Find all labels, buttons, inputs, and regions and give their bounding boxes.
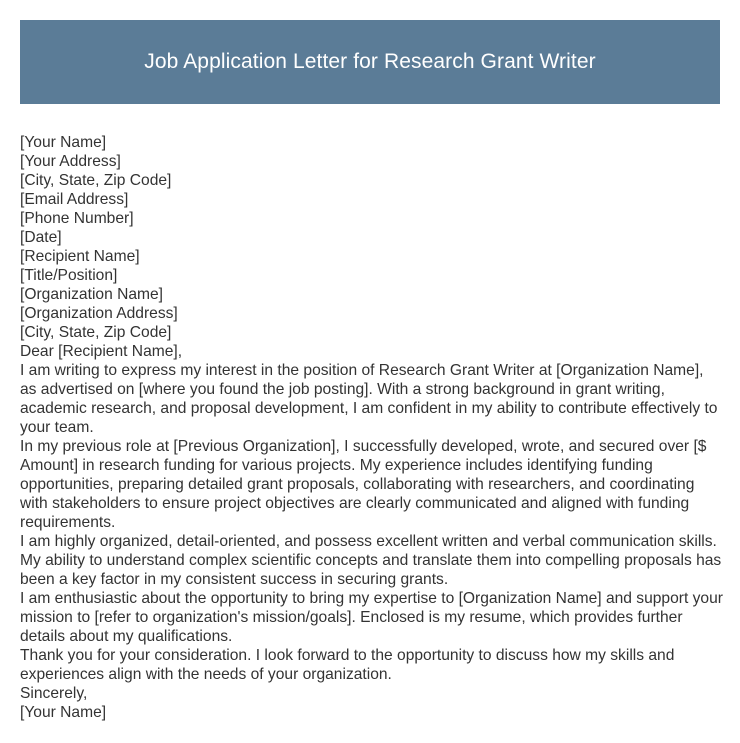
sender-email: [Email Address]: [20, 191, 129, 208]
paragraph-intro: I am writing to express my interest in the position of Research Grant Writer at [Organization Name], as advertised on [where you found the job posting]. With a strong background in grant writing, academic research, and proposal development, I am confident in my ability to contribute effectively to your team.: [20, 362, 718, 436]
paragraph-closing: Thank you for your consideration. I look forward to the opportunity to discuss how my skills and experiences align with the needs of your organization.: [20, 647, 675, 683]
organization-address: [Organization Address]: [20, 305, 178, 322]
sender-name: [Your Name]: [20, 134, 107, 151]
sender-city-state-zip: [City, State, Zip Code]: [20, 172, 172, 189]
letter-body: [20, 133, 724, 722]
sender-phone: [Phone Number]: [20, 210, 134, 227]
recipient-title: [Title/Position]: [20, 267, 118, 284]
paragraph-experience: In my previous role at [Previous Organization], I successfully developed, wrote, and secured over [$ Amount] in research funding for various projects. My experience includes identifying funding opportunities, preparing detailed grant proposals, collaborating with researchers, and coordinating with stakeholders to ensure project objectives are clearly communicated and aligned with funding requirements.: [20, 438, 707, 531]
page-title: Job Application Letter for Research Grant Writer: [144, 50, 596, 73]
recipient-name: [Recipient Name]: [20, 248, 140, 265]
paragraph-enthusiasm: I am enthusiastic about the opportunity to bring my expertise to [Organization Name] and support your mission to [refer to organization's mission/goals]. Enclosed is my resume, which provides further details about my qualifications.: [20, 590, 723, 645]
organization-name: [Organization Name]: [20, 286, 164, 303]
letter-date: [Date]: [20, 229, 62, 246]
signature-name: [Your Name]: [20, 704, 107, 721]
sign-off: Sincerely,: [20, 685, 88, 702]
paragraph-skills: I am highly organized, detail-oriented, and possess excellent written and verbal communication skills. My ability to understand complex scientific concepts and translate them into compelling proposals has been a key factor in my consistent success in securing grants.: [20, 533, 722, 588]
salutation: Dear [Recipient Name],: [20, 343, 183, 360]
organization-city-state-zip: [City, State, Zip Code]: [20, 324, 172, 341]
title-banner: [20, 20, 720, 104]
sender-address: [Your Address]: [20, 153, 121, 170]
